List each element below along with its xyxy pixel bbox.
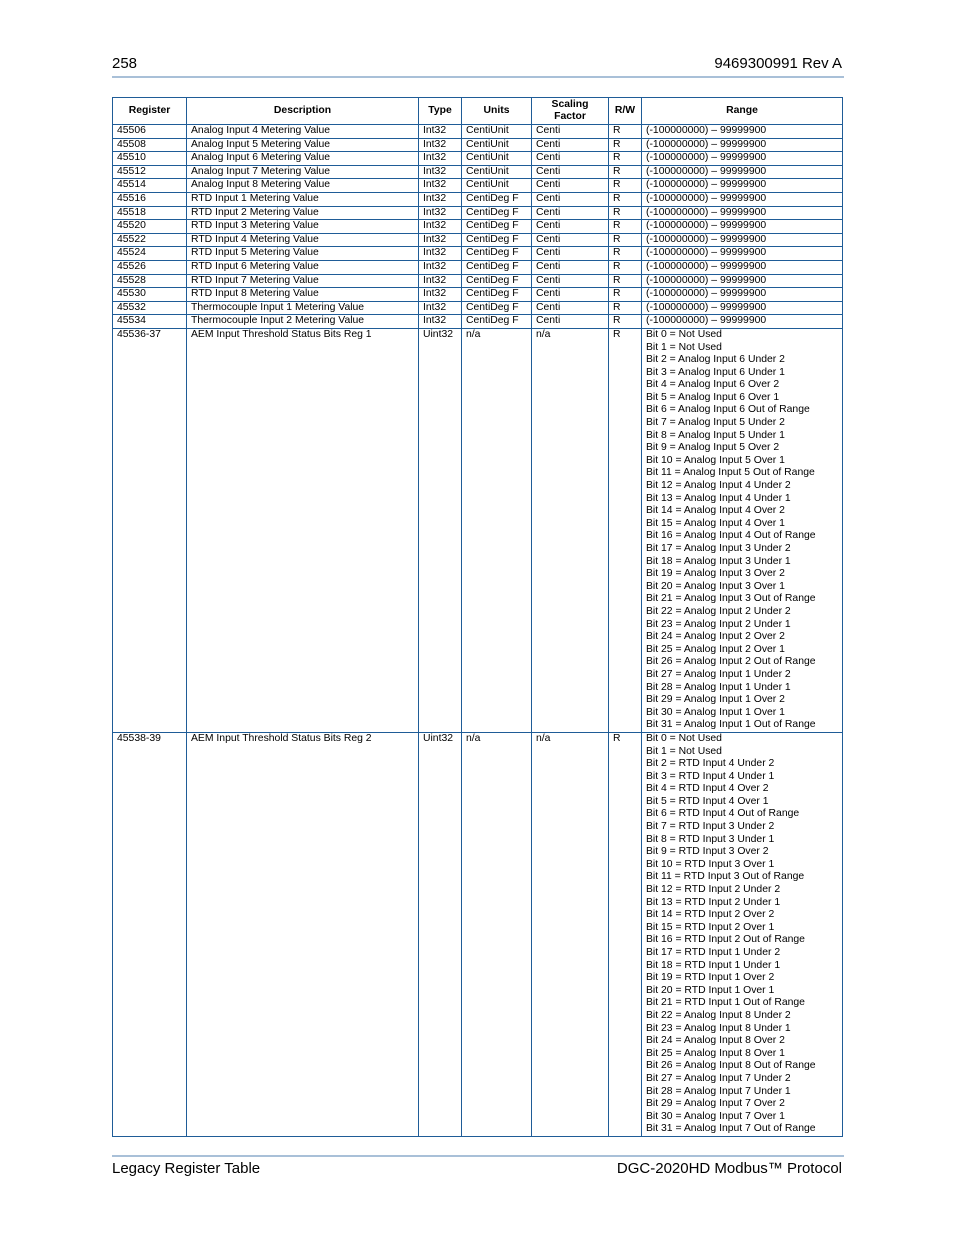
range-line: Bit 24 = Analog Input 8 Over 2 — [646, 1035, 785, 1047]
cell-units: CentiUnit — [462, 152, 532, 166]
cell-units: n/a — [462, 328, 532, 732]
col-header-description: Description — [187, 98, 419, 125]
range-line: Bit 3 = Analog Input 6 Under 1 — [646, 366, 785, 378]
cell-type: Int32 — [419, 315, 462, 329]
range-line: Bit 12 = Analog Input 4 Under 2 — [646, 480, 791, 492]
cell-range — [642, 206, 843, 220]
range-line: Bit 7 = Analog Input 5 Under 2 — [646, 417, 785, 429]
col-header-register: Register — [113, 98, 187, 125]
cell-range — [642, 301, 843, 315]
cell-range — [642, 247, 843, 261]
range-line: Bit 20 = RTD Input 1 Over 1 — [646, 984, 775, 996]
cell-scaling: Centi — [532, 206, 609, 220]
cell-register: 45506 — [113, 125, 187, 139]
table-row — [113, 288, 843, 302]
table-row — [113, 233, 843, 247]
range-line: Bit 22 = Analog Input 8 Under 2 — [646, 1009, 791, 1021]
cell-description: RTD Input 1 Metering Value — [187, 192, 419, 206]
register-table — [112, 97, 843, 1137]
cell-register: 45538-39 — [113, 732, 187, 1136]
page-number: 258 — [112, 55, 138, 72]
range-line: Bit 14 = RTD Input 2 Over 2 — [646, 909, 775, 921]
range-line: Bit 28 = Analog Input 1 Under 1 — [646, 681, 791, 693]
range-line: Bit 29 = Analog Input 1 Over 2 — [646, 694, 785, 706]
range-line: Bit 27 = Analog Input 7 Under 2 — [646, 1072, 791, 1084]
page-header — [112, 55, 842, 75]
range-line: Bit 18 = RTD Input 1 Under 1 — [646, 959, 781, 971]
range-line: Bit 16 = Analog Input 4 Out of Range — [646, 530, 816, 542]
cell-description: Analog Input 5 Metering Value — [187, 138, 419, 152]
cell-scaling: Centi — [532, 301, 609, 315]
col-header-type: Type — [419, 98, 462, 125]
cell-range — [642, 732, 843, 1136]
table-row — [113, 220, 843, 234]
range-line: Bit 6 = Analog Input 6 Out of Range — [646, 404, 810, 416]
range-line: Bit 19 = RTD Input 1 Over 2 — [646, 972, 775, 984]
cell-rw: R — [609, 179, 642, 193]
cell-rw: R — [609, 152, 642, 166]
table-row — [113, 247, 843, 261]
cell-scaling: Centi — [532, 274, 609, 288]
range-line: (-100000000) – 99999900 — [646, 274, 767, 286]
cell-description: AEM Input Threshold Status Bits Reg 2 — [187, 732, 419, 1136]
cell-rw: R — [609, 247, 642, 261]
table-row — [113, 179, 843, 193]
range-line: Bit 10 = RTD Input 3 Over 1 — [646, 858, 775, 870]
cell-register: 45534 — [113, 315, 187, 329]
range-line: Bit 2 = Analog Input 6 Under 2 — [646, 354, 785, 366]
table-header-row — [113, 98, 843, 125]
cell-description: AEM Input Threshold Status Bits Reg 1 — [187, 328, 419, 732]
range-line: Bit 5 = RTD Input 4 Over 1 — [646, 795, 769, 807]
cell-register: 45510 — [113, 152, 187, 166]
range-line: Bit 27 = Analog Input 1 Under 2 — [646, 668, 791, 680]
cell-rw: R — [609, 125, 642, 139]
cell-type: Int32 — [419, 206, 462, 220]
cell-scaling: Centi — [532, 179, 609, 193]
cell-scaling: Centi — [532, 138, 609, 152]
cell-type: Int32 — [419, 125, 462, 139]
cell-scaling: Centi — [532, 220, 609, 234]
cell-rw: R — [609, 315, 642, 329]
cell-units: CentiDeg F — [462, 301, 532, 315]
range-line: Bit 2 = RTD Input 4 Under 2 — [646, 758, 775, 770]
cell-scaling: Centi — [532, 260, 609, 274]
table-row — [113, 274, 843, 288]
document-id: 9469300991 Rev A — [714, 55, 842, 72]
cell-scaling: n/a — [532, 328, 609, 732]
col-header-rw: R/W — [609, 98, 642, 125]
cell-range — [642, 288, 843, 302]
range-line: (-100000000) – 99999900 — [646, 206, 767, 218]
cell-rw: R — [609, 288, 642, 302]
range-line: (-100000000) – 99999900 — [646, 138, 767, 150]
cell-units: CentiDeg F — [462, 220, 532, 234]
cell-rw: R — [609, 206, 642, 220]
range-line: Bit 24 = Analog Input 2 Over 2 — [646, 631, 785, 643]
cell-units: CentiDeg F — [462, 247, 532, 261]
range-line: Bit 16 = RTD Input 2 Out of Range — [646, 934, 805, 946]
cell-register: 45516 — [113, 192, 187, 206]
cell-type: Int32 — [419, 274, 462, 288]
range-line: Bit 1 = Not Used — [646, 341, 722, 353]
cell-type: Uint32 — [419, 732, 462, 1136]
cell-type: Int32 — [419, 138, 462, 152]
cell-type: Int32 — [419, 301, 462, 315]
cell-type: Int32 — [419, 152, 462, 166]
range-line: Bit 0 = Not Used — [646, 328, 722, 340]
cell-rw: R — [609, 192, 642, 206]
range-line: (-100000000) – 99999900 — [646, 220, 767, 232]
range-line: Bit 19 = Analog Input 3 Over 2 — [646, 568, 785, 580]
cell-range — [642, 165, 843, 179]
range-line: Bit 25 = Analog Input 8 Over 1 — [646, 1047, 785, 1059]
cell-range — [642, 328, 843, 732]
cell-type: Int32 — [419, 288, 462, 302]
range-line: Bit 26 = Analog Input 2 Out of Range — [646, 656, 816, 668]
cell-scaling: Centi — [532, 233, 609, 247]
cell-type: Int32 — [419, 192, 462, 206]
cell-register: 45524 — [113, 247, 187, 261]
cell-range — [642, 233, 843, 247]
range-line: Bit 15 = RTD Input 2 Over 1 — [646, 921, 775, 933]
range-line: (-100000000) – 99999900 — [646, 192, 767, 204]
range-line: Bit 11 = RTD Input 3 Out of Range — [646, 871, 805, 883]
cell-scaling: Centi — [532, 288, 609, 302]
table-row — [113, 165, 843, 179]
cell-units: CentiDeg F — [462, 233, 532, 247]
cell-units: CentiUnit — [462, 125, 532, 139]
col-header-range: Range — [642, 98, 843, 125]
table-row — [113, 192, 843, 206]
table-row — [113, 301, 843, 315]
range-line: Bit 25 = Analog Input 2 Over 1 — [646, 643, 785, 655]
range-line: (-100000000) – 99999900 — [646, 165, 767, 177]
cell-scaling: Centi — [532, 315, 609, 329]
cell-description: Thermocouple Input 1 Metering Value — [187, 301, 419, 315]
range-line: Bit 17 = RTD Input 1 Under 2 — [646, 947, 781, 958]
cell-type: Uint32 — [419, 328, 462, 732]
cell-description: Analog Input 8 Metering Value — [187, 179, 419, 193]
table-row — [113, 732, 843, 1136]
cell-register: 45520 — [113, 220, 187, 234]
range-line: Bit 13 = RTD Input 2 Under 1 — [646, 896, 781, 908]
range-line: Bit 5 = Analog Input 6 Over 1 — [646, 391, 780, 403]
table-row — [113, 328, 843, 732]
cell-description: RTD Input 8 Metering Value — [187, 288, 419, 302]
table-row — [113, 260, 843, 274]
range-line: Bit 29 = Analog Input 7 Over 2 — [646, 1098, 785, 1110]
cell-description: Thermocouple Input 2 Metering Value — [187, 315, 419, 329]
range-line: Bit 30 = Analog Input 1 Over 1 — [646, 706, 785, 718]
range-line: Bit 15 = Analog Input 4 Over 1 — [646, 517, 785, 529]
range-line: Bit 9 = RTD Input 3 Over 2 — [646, 846, 769, 858]
range-line: Bit 0 = Not Used — [646, 732, 722, 744]
cell-units: CentiUnit — [462, 138, 532, 152]
cell-description: RTD Input 7 Metering Value — [187, 274, 419, 288]
table-row — [113, 152, 843, 166]
range-line: Bit 23 = Analog Input 8 Under 1 — [646, 1022, 791, 1034]
cell-units: CentiDeg F — [462, 260, 532, 274]
cell-type: Int32 — [419, 260, 462, 274]
range-line: (-100000000) – 99999900 — [646, 179, 767, 191]
range-line: Bit 22 = Analog Input 2 Under 2 — [646, 605, 791, 617]
cell-range — [642, 192, 843, 206]
cell-type: Int32 — [419, 165, 462, 179]
cell-description: Analog Input 7 Metering Value — [187, 165, 419, 179]
cell-register: 45514 — [113, 179, 187, 193]
cell-description: RTD Input 5 Metering Value — [187, 247, 419, 261]
cell-register: 45522 — [113, 233, 187, 247]
range-line: Bit 30 = Analog Input 7 Over 1 — [646, 1110, 785, 1122]
range-line: Bit 31 = Analog Input 7 Out of Range — [646, 1123, 816, 1135]
cell-register: 45508 — [113, 138, 187, 152]
range-line: Bit 8 = RTD Input 3 Under 1 — [646, 833, 775, 845]
cell-rw: R — [609, 732, 642, 1136]
range-line: Bit 6 = RTD Input 4 Out of Range — [646, 808, 800, 820]
range-line: (-100000000) – 99999900 — [646, 288, 767, 300]
range-line: Bit 7 = RTD Input 3 Under 2 — [646, 821, 775, 833]
cell-register: 45518 — [113, 206, 187, 220]
cell-register: 45530 — [113, 288, 187, 302]
range-line: (-100000000) – 99999900 — [646, 233, 767, 245]
range-line: (-100000000) – 99999900 — [646, 260, 767, 272]
range-line: Bit 11 = Analog Input 5 Out of Range — [646, 467, 815, 479]
cell-description: RTD Input 2 Metering Value — [187, 206, 419, 220]
table-row — [113, 206, 843, 220]
range-line: Bit 28 = Analog Input 7 Under 1 — [646, 1085, 791, 1097]
range-line: Bit 18 = Analog Input 3 Under 1 — [646, 555, 791, 567]
cell-rw: R — [609, 301, 642, 315]
cell-range — [642, 152, 843, 166]
cell-rw: R — [609, 138, 642, 152]
cell-description: Analog Input 4 Metering Value — [187, 125, 419, 139]
table-row — [113, 125, 843, 139]
cell-description: Analog Input 6 Metering Value — [187, 152, 419, 166]
cell-units: CentiDeg F — [462, 192, 532, 206]
cell-type: Int32 — [419, 179, 462, 193]
table-row — [113, 315, 843, 329]
page-footer — [112, 1160, 842, 1180]
cell-type: Int32 — [419, 233, 462, 247]
range-line: Bit 3 = RTD Input 4 Under 1 — [646, 770, 775, 782]
cell-scaling: Centi — [532, 152, 609, 166]
range-line: Bit 21 = Analog Input 3 Out of Range — [646, 593, 816, 605]
range-line: Bit 21 = RTD Input 1 Out of Range — [646, 997, 805, 1009]
range-line: Bit 20 = Analog Input 3 Over 1 — [646, 580, 785, 592]
col-header-scaling-factor: Scaling Factor — [532, 98, 609, 125]
cell-scaling: Centi — [532, 247, 609, 261]
cell-scaling: Centi — [532, 192, 609, 206]
range-line: (-100000000) – 99999900 — [646, 301, 767, 313]
range-line: Bit 17 = Analog Input 3 Under 2 — [646, 543, 791, 554]
range-line: Bit 23 = Analog Input 2 Under 1 — [646, 618, 791, 630]
cell-range — [642, 138, 843, 152]
range-line: Bit 4 = Analog Input 6 Over 2 — [646, 379, 780, 391]
cell-rw: R — [609, 233, 642, 247]
cell-description: RTD Input 3 Metering Value — [187, 220, 419, 234]
cell-scaling: Centi — [532, 125, 609, 139]
cell-range — [642, 260, 843, 274]
cell-scaling: n/a — [532, 732, 609, 1136]
footer-title: DGC-2020HD Modbus™ Protocol — [616, 1160, 842, 1177]
header-rule — [112, 76, 844, 78]
range-line: Bit 9 = Analog Input 5 Over 2 — [646, 442, 780, 454]
range-line: (-100000000) – 99999900 — [646, 125, 767, 136]
cell-register: 45528 — [113, 274, 187, 288]
cell-units: n/a — [462, 732, 532, 1136]
cell-rw: R — [609, 328, 642, 732]
cell-units: CentiUnit — [462, 179, 532, 193]
cell-units: CentiDeg F — [462, 206, 532, 220]
cell-rw: R — [609, 274, 642, 288]
range-line: Bit 10 = Analog Input 5 Over 1 — [646, 454, 785, 466]
cell-register: 45532 — [113, 301, 187, 315]
cell-register: 45536-37 — [113, 328, 187, 732]
cell-description: RTD Input 4 Metering Value — [187, 233, 419, 247]
cell-range — [642, 315, 843, 329]
col-header-units: Units — [462, 98, 532, 125]
cell-description: RTD Input 6 Metering Value — [187, 260, 419, 274]
range-line: Bit 13 = Analog Input 4 Under 1 — [646, 492, 791, 504]
cell-type: Int32 — [419, 220, 462, 234]
cell-range — [642, 220, 843, 234]
range-line: Bit 8 = Analog Input 5 Under 1 — [646, 429, 785, 441]
range-line: Bit 12 = RTD Input 2 Under 2 — [646, 884, 781, 896]
cell-register: 45512 — [113, 165, 187, 179]
cell-units: CentiDeg F — [462, 274, 532, 288]
range-line: Bit 1 = Not Used — [646, 745, 722, 757]
cell-rw: R — [609, 165, 642, 179]
cell-range — [642, 274, 843, 288]
footer-rule — [112, 1155, 844, 1157]
cell-scaling: Centi — [532, 165, 609, 179]
cell-rw: R — [609, 260, 642, 274]
cell-range — [642, 179, 843, 193]
range-line: Bit 4 = RTD Input 4 Over 2 — [646, 783, 769, 795]
range-line: (-100000000) – 99999900 — [646, 152, 767, 164]
range-line: (-100000000) – 99999900 — [646, 315, 767, 327]
cell-units: CentiDeg F — [462, 288, 532, 302]
range-line: Bit 31 = Analog Input 1 Out of Range — [646, 719, 816, 731]
cell-register: 45526 — [113, 260, 187, 274]
range-line: (-100000000) – 99999900 — [646, 247, 767, 259]
footer-section: Legacy Register Table — [112, 1160, 261, 1177]
range-line: Bit 26 = Analog Input 8 Out of Range — [646, 1060, 816, 1072]
cell-type: Int32 — [419, 247, 462, 261]
cell-units: CentiUnit — [462, 165, 532, 179]
cell-rw: R — [609, 220, 642, 234]
cell-range — [642, 125, 843, 139]
table-row — [113, 138, 843, 152]
range-line: Bit 14 = Analog Input 4 Over 2 — [646, 505, 785, 517]
cell-units: CentiDeg F — [462, 315, 532, 329]
